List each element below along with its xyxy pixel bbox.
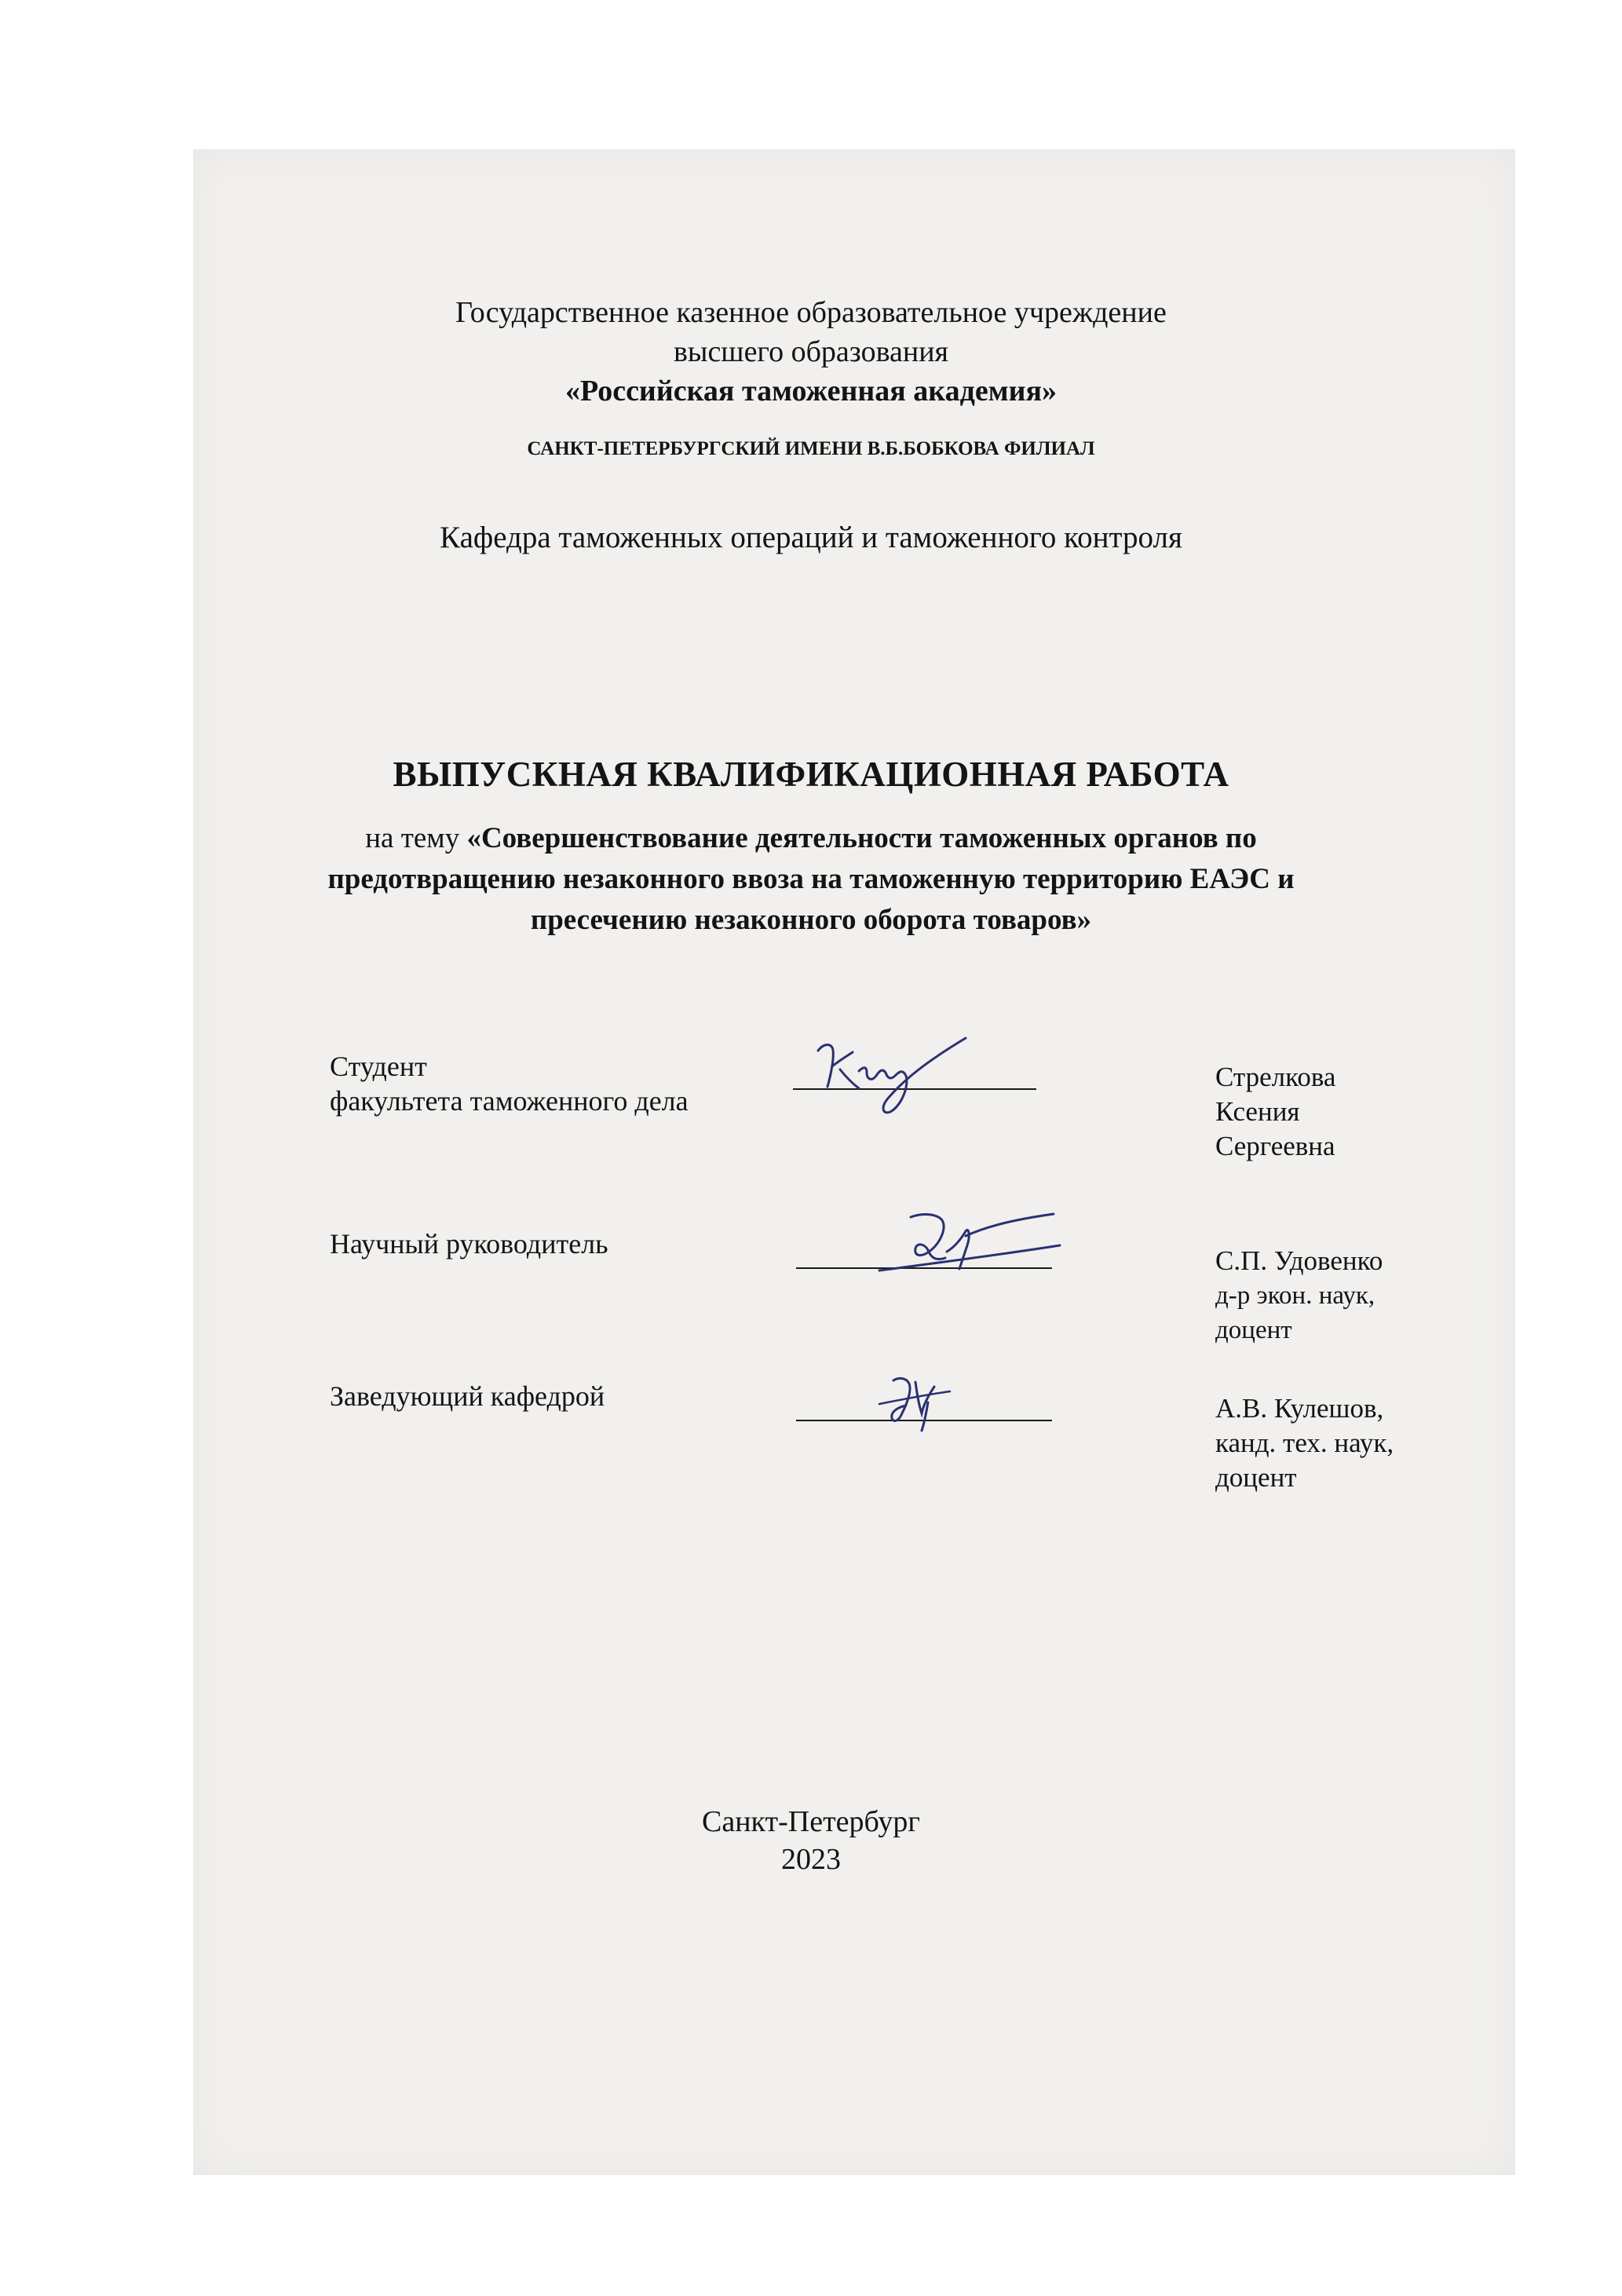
supervisor-degree: д-р экон. наук, [1215, 1281, 1375, 1310]
head-signature [871, 1366, 989, 1437]
supervisor-rank: доцент [1215, 1316, 1292, 1344]
institution-name: «Российская таможенная академия» [564, 375, 1058, 408]
head-label-line-1: Заведующий кафедрой [330, 1380, 605, 1412]
student-surname: Стрелкова [1215, 1062, 1336, 1092]
supervisor-label [330, 1227, 608, 1261]
head-of-department-label [330, 1379, 605, 1413]
department-name: Кафедра таможенных операций и таможенного контроля [440, 521, 1182, 554]
student-name [1215, 1060, 1335, 1164]
branch-name: САНКТ-ПЕТЕРБУРГСКИЙ ИМЕНИ В.Б.БОБКОВА ФИЛИАЛ [527, 438, 1095, 459]
city: Санкт-Петербург [701, 1805, 921, 1838]
topic-line-1 [0, 821, 1622, 855]
student-first-name: Ксения [1215, 1096, 1300, 1127]
head-rank: доцент [1215, 1462, 1297, 1493]
student-label-line-2: факультета таможенного дела [330, 1085, 689, 1117]
topic-line-2: предотвращению незаконного ввоза на таможенную территорию ЕАЭС и [327, 863, 1295, 895]
document-type-title: ВЫПУСКНАЯ КВАЛИФИКАЦИОННАЯ РАБОТА [393, 755, 1229, 794]
head-degree: канд. тех. наук, [1215, 1428, 1394, 1458]
supervisor-full-name: С.П. Удовенко [1215, 1245, 1383, 1276]
institution-level-line: высшего образования [673, 335, 949, 368]
student-label-line-1: Студент [330, 1051, 427, 1082]
student-patronymic: Сергеевна [1215, 1131, 1335, 1161]
head-name [1215, 1391, 1394, 1495]
topic-text-1: «Совершенствование деятельности таможенных органов по [466, 822, 1257, 854]
student-signature [809, 1021, 981, 1123]
topic-prefix: на тему [365, 822, 467, 854]
head-full-name: А.В. Кулешов, [1215, 1393, 1384, 1424]
institution-type-line: Государственное казенное образовательное учреждение [455, 296, 1167, 329]
student-label [330, 1049, 689, 1118]
year: 2023 [781, 1843, 841, 1876]
supervisor-name [1215, 1244, 1383, 1347]
supervisor-signature [879, 1201, 1068, 1288]
supervisor-label-line-1: Научный руководитель [330, 1228, 608, 1260]
topic-line-3: пресечению незаконного оборота товаров» [530, 904, 1092, 936]
